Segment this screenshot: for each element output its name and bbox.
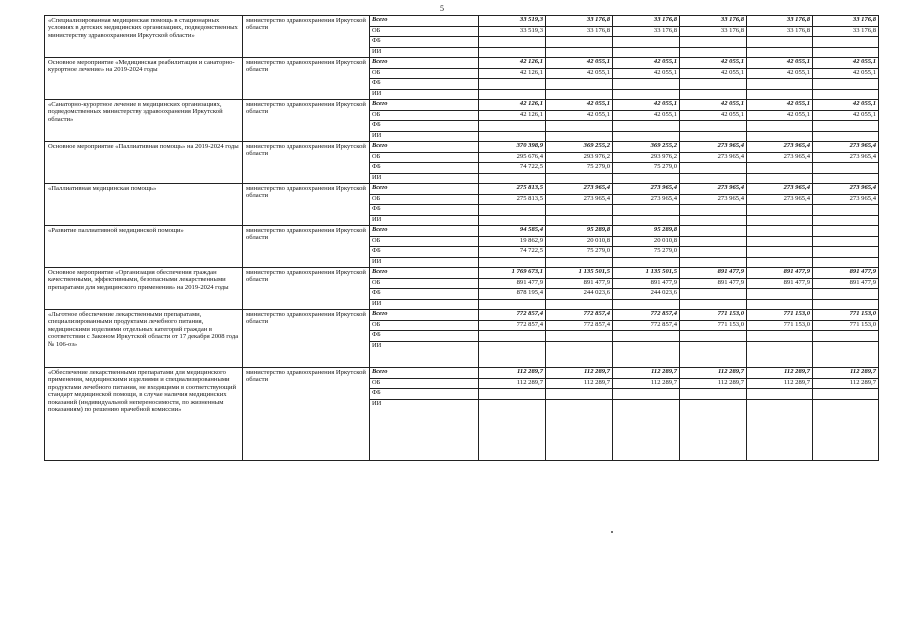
scan-speck: [611, 531, 613, 533]
funding-amount: 33 176,8: [747, 16, 813, 27]
funding-amount: 273 965,4: [813, 142, 879, 153]
funding-amount: 891 477,9: [680, 268, 747, 279]
funding-amount: [546, 341, 613, 368]
funding-amount: 275 813,5: [479, 194, 546, 205]
funding-amount: [747, 389, 813, 400]
funding-amount: 95 289,8: [613, 226, 680, 237]
funding-amount: 33 176,8: [680, 26, 747, 37]
funding-amount: 293 976,2: [546, 152, 613, 163]
funding-amount: 771 153,0: [747, 310, 813, 321]
funding-amount: 891 477,9: [546, 278, 613, 289]
funding-amount: 42 055,1: [680, 68, 747, 79]
funding-amount: [613, 47, 680, 58]
funding-amount: 33 176,8: [813, 26, 879, 37]
funding-source: ФБ: [370, 205, 479, 216]
funding-amount: 275 813,5: [479, 184, 546, 195]
funding-amount: 1 135 501,5: [546, 268, 613, 279]
funding-amount: [813, 289, 879, 300]
funding-amount: 1 769 673,1: [479, 268, 546, 279]
funding-amount: 42 055,1: [747, 110, 813, 121]
funding-amount: [747, 173, 813, 184]
funding-amount: 112 289,7: [613, 378, 680, 389]
funding-amount: 112 289,7: [546, 378, 613, 389]
funding-amount: [747, 236, 813, 247]
funding-source: Всего: [370, 58, 479, 69]
funding-source: Всего: [370, 184, 479, 195]
funding-amount: 891 477,9: [747, 278, 813, 289]
funding-amount: 33 176,8: [613, 26, 680, 37]
funding-amount: [813, 205, 879, 216]
funding-amount: [747, 131, 813, 142]
funding-amount: 891 477,9: [613, 278, 680, 289]
funding-source: ОБ: [370, 378, 479, 389]
funding-source: ФБ: [370, 79, 479, 90]
funding-amount: 772 857,4: [546, 320, 613, 331]
funding-amount: 112 289,7: [680, 368, 747, 379]
funding-amount: 42 055,1: [680, 58, 747, 69]
funding-source: Всего: [370, 16, 479, 27]
funding-amount: 891 477,9: [747, 268, 813, 279]
funding-source: ИИ: [370, 89, 479, 100]
funding-amount: 42 055,1: [546, 68, 613, 79]
funding-amount: [613, 215, 680, 226]
funding-amount: [680, 121, 747, 132]
funding-amount: [613, 331, 680, 342]
funding-source: ОБ: [370, 26, 479, 37]
funding-source: Всего: [370, 142, 479, 153]
funding-source: ОБ: [370, 194, 479, 205]
funding-amount: [613, 341, 680, 368]
funding-amount: [479, 89, 546, 100]
funding-amount: 74 722,5: [479, 247, 546, 258]
funding-amount: 273 965,4: [747, 184, 813, 195]
funding-amount: [813, 215, 879, 226]
funding-amount: 42 055,1: [813, 110, 879, 121]
executor-name: министерство здравоохранения Иркутской области: [243, 310, 370, 368]
funding-amount: 75 279,0: [613, 247, 680, 258]
funding-amount: [680, 331, 747, 342]
funding-amount: 42 055,1: [613, 110, 680, 121]
funding-amount: 273 965,4: [813, 184, 879, 195]
funding-amount: [613, 79, 680, 90]
funding-amount: [747, 257, 813, 268]
funding-source: ИИ: [370, 131, 479, 142]
activity-name: Основное мероприятие «Организация обеспечения граждан качественными, эффективными, безопасными лекарственными препаратами для медицинского применения» на 2019-2024 годы: [45, 268, 243, 310]
funding-amount: 75 279,0: [546, 163, 613, 174]
funding-amount: 771 153,0: [680, 310, 747, 321]
funding-amount: 244 023,6: [546, 289, 613, 300]
funding-amount: 33 176,8: [747, 26, 813, 37]
funding-amount: [680, 247, 747, 258]
funding-amount: [546, 205, 613, 216]
funding-amount: 42 126,1: [479, 110, 546, 121]
funding-amount: 891 477,9: [680, 278, 747, 289]
funding-amount: [813, 121, 879, 132]
funding-amount: [680, 205, 747, 216]
funding-amount: [747, 226, 813, 237]
funding-amount: 42 055,1: [546, 110, 613, 121]
funding-amount: 273 965,4: [747, 152, 813, 163]
funding-amount: [813, 79, 879, 90]
funding-source: ФБ: [370, 121, 479, 132]
funding-amount: 42 055,1: [813, 68, 879, 79]
funding-amount: [479, 257, 546, 268]
table-row: [45, 310, 879, 321]
funding-amount: [813, 247, 879, 258]
funding-amount: 42 055,1: [813, 100, 879, 111]
page-number: 5: [440, 4, 444, 13]
executor-name: министерство здравоохранения Иркутской области: [243, 100, 370, 142]
funding-amount: 20 010,8: [613, 236, 680, 247]
funding-amount: 244 023,6: [613, 289, 680, 300]
funding-amount: [747, 205, 813, 216]
executor-name: министерство здравоохранения Иркутской области: [243, 184, 370, 226]
funding-amount: [747, 79, 813, 90]
funding-amount: 112 289,7: [747, 368, 813, 379]
funding-amount: 112 289,7: [813, 378, 879, 389]
funding-amount: 273 965,4: [680, 142, 747, 153]
funding-source: ФБ: [370, 331, 479, 342]
funding-source: Всего: [370, 100, 479, 111]
funding-amount: 1 135 501,5: [613, 268, 680, 279]
funding-amount: 33 176,8: [546, 16, 613, 27]
executor-name: министерство здравоохранения Иркутской области: [243, 226, 370, 268]
funding-amount: [680, 79, 747, 90]
funding-amount: [546, 389, 613, 400]
funding-amount: 42 055,1: [747, 58, 813, 69]
funding-amount: 273 965,4: [813, 152, 879, 163]
funding-amount: [680, 47, 747, 58]
funding-amount: [747, 89, 813, 100]
table-row: [45, 100, 879, 111]
funding-amount: 369 255,2: [546, 142, 613, 153]
funding-amount: 772 857,4: [479, 320, 546, 331]
funding-amount: 771 153,0: [813, 310, 879, 321]
funding-amount: [546, 37, 613, 48]
funding-amount: [613, 89, 680, 100]
funding-amount: 112 289,7: [479, 378, 546, 389]
funding-amount: [613, 37, 680, 48]
funding-amount: [680, 236, 747, 247]
funding-amount: 273 965,4: [813, 194, 879, 205]
funding-amount: [479, 331, 546, 342]
funding-amount: 33 176,8: [680, 16, 747, 27]
funding-source: ИИ: [370, 341, 479, 368]
funding-amount: 74 722,5: [479, 163, 546, 174]
funding-amount: 891 477,9: [813, 268, 879, 279]
funding-source: Всего: [370, 368, 479, 379]
activity-name: «Обеспечение лекарственными препаратами для медицинского применения, медицинскими изделиями и специализированными продуктами лечебного питания, не входящими в соответствующий стандарт медицинской помощи, в случае наличия медицинских показаний (индивидуальной непереносимости, по жизненным показаниям) по решению врачебной комиссии»: [45, 368, 243, 461]
funding-source: ИИ: [370, 299, 479, 310]
funding-amount: 42 055,1: [813, 58, 879, 69]
funding-source: ОБ: [370, 278, 479, 289]
funding-amount: [613, 389, 680, 400]
funding-amount: [813, 163, 879, 174]
funding-amount: [613, 131, 680, 142]
funding-amount: [680, 215, 747, 226]
funding-amount: [747, 399, 813, 461]
activity-name: «Санаторно-курортное лечение в медицинских организациях, подведомственных министерству здравоохранения Иркутской области»: [45, 100, 243, 142]
funding-amount: 75 279,0: [546, 247, 613, 258]
funding-amount: 891 477,9: [813, 278, 879, 289]
funding-source: ОБ: [370, 236, 479, 247]
funding-amount: [680, 299, 747, 310]
funding-amount: [546, 131, 613, 142]
table-row: [45, 368, 879, 379]
funding-amount: [479, 215, 546, 226]
funding-amount: 33 176,8: [546, 26, 613, 37]
funding-amount: 19 862,9: [479, 236, 546, 247]
funding-amount: 772 857,4: [546, 310, 613, 321]
funding-amount: 772 857,4: [613, 310, 680, 321]
funding-amount: [680, 289, 747, 300]
funding-amount: [479, 389, 546, 400]
funding-amount: [813, 131, 879, 142]
funding-amount: [813, 47, 879, 58]
funding-amount: [813, 236, 879, 247]
funding-source: ИИ: [370, 257, 479, 268]
executor-name: министерство здравоохранения Иркутской области: [243, 268, 370, 310]
funding-amount: [546, 79, 613, 90]
funding-amount: [479, 205, 546, 216]
funding-amount: 42 126,1: [479, 58, 546, 69]
funding-amount: [680, 226, 747, 237]
funding-amount: [813, 399, 879, 461]
funding-source: ФБ: [370, 247, 479, 258]
funding-amount: [613, 299, 680, 310]
funding-amount: [479, 299, 546, 310]
funding-source: ОБ: [370, 320, 479, 331]
funding-amount: [546, 215, 613, 226]
executor-name: министерство здравоохранения Иркутской области: [243, 368, 370, 461]
funding-amount: 771 153,0: [680, 320, 747, 331]
funding-amount: 95 289,8: [546, 226, 613, 237]
funding-source: ИИ: [370, 399, 479, 461]
executor-name: министерство здравоохранения Иркутской области: [243, 58, 370, 100]
funding-source: ФБ: [370, 163, 479, 174]
funding-amount: [813, 331, 879, 342]
funding-amount: [613, 121, 680, 132]
funding-amount: [546, 121, 613, 132]
funding-amount: 293 976,2: [613, 152, 680, 163]
funding-amount: 771 153,0: [813, 320, 879, 331]
funding-amount: 112 289,7: [546, 368, 613, 379]
funding-table: [44, 15, 879, 461]
funding-amount: 273 965,4: [546, 194, 613, 205]
funding-source: Всего: [370, 226, 479, 237]
funding-source: ИИ: [370, 47, 479, 58]
funding-amount: [680, 163, 747, 174]
funding-amount: 112 289,7: [680, 378, 747, 389]
funding-amount: 33 176,8: [613, 16, 680, 27]
funding-amount: [747, 47, 813, 58]
funding-amount: [747, 289, 813, 300]
funding-amount: [613, 399, 680, 461]
funding-amount: 33 519,3: [479, 16, 546, 27]
funding-amount: [813, 341, 879, 368]
funding-amount: [680, 173, 747, 184]
funding-amount: [813, 173, 879, 184]
funding-amount: [747, 121, 813, 132]
funding-amount: 370 398,9: [479, 142, 546, 153]
funding-amount: 273 965,4: [613, 194, 680, 205]
funding-amount: [813, 89, 879, 100]
funding-amount: 273 965,4: [546, 184, 613, 195]
table-row: [45, 142, 879, 153]
funding-amount: [680, 389, 747, 400]
funding-amount: 42 055,1: [747, 100, 813, 111]
funding-amount: [680, 257, 747, 268]
funding-amount: [479, 121, 546, 132]
funding-amount: [613, 257, 680, 268]
funding-amount: 112 289,7: [747, 378, 813, 389]
funding-amount: 273 965,4: [747, 142, 813, 153]
funding-amount: 891 477,9: [479, 278, 546, 289]
funding-amount: [747, 37, 813, 48]
funding-amount: [813, 389, 879, 400]
funding-source: ФБ: [370, 37, 479, 48]
funding-amount: 42 126,1: [479, 100, 546, 111]
activity-name: Основное мероприятие «Медицинская реабилитация и санаторно-курортное лечение» на 2019-2024 годы: [45, 58, 243, 100]
activity-name: «Специализированная медицинская помощь в стационарных условиях в детских медицинских организациях, подведомственных министерству здравоохранения Иркутской области»: [45, 16, 243, 58]
funding-amount: [813, 299, 879, 310]
funding-amount: [813, 226, 879, 237]
funding-amount: [680, 131, 747, 142]
funding-amount: 112 289,7: [813, 368, 879, 379]
funding-amount: 33 176,8: [813, 16, 879, 27]
funding-source: ФБ: [370, 289, 479, 300]
funding-amount: 42 055,1: [747, 68, 813, 79]
activity-name: «Льготное обеспечение лекарственными препаратами, специализированными продуктами лечебного питания, медицинскими изделиями отдельных категорий граждан в соответствии с Законом Иркутской области от 17 декабря 2008 года № 106-оз»: [45, 310, 243, 368]
funding-amount: 33 519,3: [479, 26, 546, 37]
funding-amount: 42 055,1: [613, 58, 680, 69]
funding-amount: [747, 163, 813, 174]
funding-amount: [546, 399, 613, 461]
funding-amount: [680, 89, 747, 100]
activity-name: «Паллиативная медицинская помощь»: [45, 184, 243, 226]
funding-amount: 42 126,1: [479, 68, 546, 79]
funding-amount: [747, 247, 813, 258]
funding-amount: [479, 37, 546, 48]
funding-amount: [747, 331, 813, 342]
funding-source: ИИ: [370, 173, 479, 184]
funding-amount: [479, 131, 546, 142]
funding-source: Всего: [370, 310, 479, 321]
funding-amount: 273 965,4: [680, 152, 747, 163]
funding-amount: 772 857,4: [479, 310, 546, 321]
funding-source: ФБ: [370, 389, 479, 400]
executor-name: министерство здравоохранения Иркутской области: [243, 16, 370, 58]
funding-amount: [680, 399, 747, 461]
funding-amount: 112 289,7: [613, 368, 680, 379]
funding-amount: [813, 257, 879, 268]
funding-source: ОБ: [370, 68, 479, 79]
funding-amount: 295 676,4: [479, 152, 546, 163]
funding-source: ИИ: [370, 215, 479, 226]
funding-amount: 273 965,4: [613, 184, 680, 195]
funding-amount: 878 195,4: [479, 289, 546, 300]
funding-amount: [813, 37, 879, 48]
funding-amount: [479, 399, 546, 461]
funding-amount: 20 010,8: [546, 236, 613, 247]
funding-amount: 42 055,1: [613, 100, 680, 111]
funding-amount: 42 055,1: [680, 100, 747, 111]
funding-amount: [546, 89, 613, 100]
funding-amount: 369 255,2: [613, 142, 680, 153]
funding-source: ОБ: [370, 152, 479, 163]
table-row: [45, 184, 879, 195]
funding-amount: [546, 47, 613, 58]
funding-amount: [613, 205, 680, 216]
funding-amount: 42 055,1: [613, 68, 680, 79]
funding-amount: 273 965,4: [680, 194, 747, 205]
funding-amount: [479, 47, 546, 58]
funding-amount: [479, 341, 546, 368]
funding-amount: [747, 215, 813, 226]
funding-amount: [546, 257, 613, 268]
funding-amount: 772 857,4: [613, 320, 680, 331]
funding-amount: [747, 341, 813, 368]
activity-name: «Развитие паллиативной медицинской помощи»: [45, 226, 243, 268]
table-row: [45, 268, 879, 279]
funding-amount: [747, 299, 813, 310]
funding-amount: 75 279,0: [613, 163, 680, 174]
funding-amount: 42 055,1: [546, 58, 613, 69]
funding-amount: 112 289,7: [479, 368, 546, 379]
funding-source: Всего: [370, 268, 479, 279]
funding-amount: 42 055,1: [546, 100, 613, 111]
funding-amount: 273 965,4: [680, 184, 747, 195]
funding-amount: 771 153,0: [747, 320, 813, 331]
funding-source: ОБ: [370, 110, 479, 121]
funding-amount: [546, 299, 613, 310]
funding-amount: 42 055,1: [680, 110, 747, 121]
funding-amount: [479, 173, 546, 184]
funding-amount: 94 585,4: [479, 226, 546, 237]
funding-amount: [546, 173, 613, 184]
table-row: [45, 16, 879, 27]
table-row: [45, 226, 879, 237]
table-row: [45, 58, 879, 69]
funding-amount: 273 965,4: [747, 194, 813, 205]
activity-name: Основное мероприятие «Паллиативная помощь» на 2019-2024 годы: [45, 142, 243, 184]
funding-amount: [546, 331, 613, 342]
funding-amount: [613, 173, 680, 184]
funding-amount: [680, 37, 747, 48]
funding-amount: [680, 341, 747, 368]
executor-name: министерство здравоохранения Иркутской области: [243, 142, 370, 184]
funding-amount: [479, 79, 546, 90]
